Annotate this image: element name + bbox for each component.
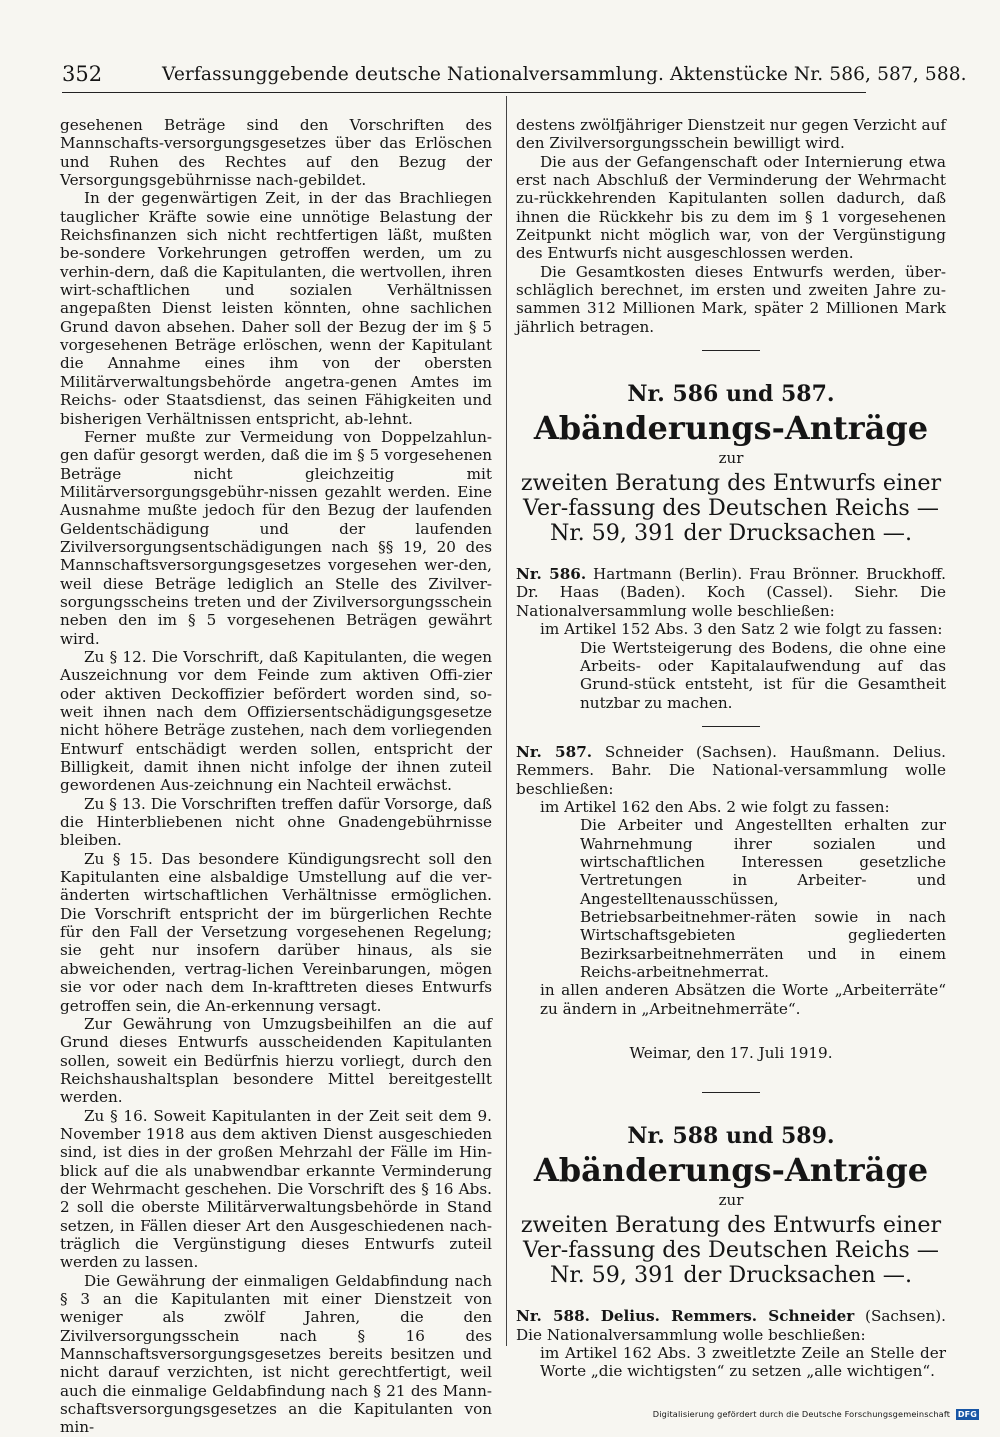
digitization-footer xyxy=(653,1409,979,1420)
motion-text: (Sachsen). Die Nationalversammlung wolle beschließen: xyxy=(516,1307,947,1344)
dfg-logo: DFG xyxy=(957,1410,977,1419)
section-preposition: zur xyxy=(718,1191,744,1210)
section-preposition: zur xyxy=(718,449,744,468)
footer-text: Digitalisierung gefördert durch die Deutsche Forschungsgemeinschaft xyxy=(652,1409,951,1419)
left-paragraph: Zu § 12. Die Vorschrift, daß Kapitulanten, die wegen Auszeichnung vor dem Feinde zum aktiven Offi-zier oder aktiven Deckoffizier befördert worden sind, so-weit ihnen nach dem Offiziersentschädigungsgesetze nicht höhere Beträge zustehen, nach dem vorliegenden Entwurf entschädigt werden sollen, entspricht der Billigkeit, damit ihnen nicht infolge der ihnen zuteil gewordenen Aus-zeichnung ein Nachteil erwächst. xyxy=(60,647,492,795)
motion-number: Nr. 588. xyxy=(516,1307,590,1326)
left-paragraph: Zu § 15. Das besondere Kündigungsrecht soll den Kapitulanten eine alsbaldige Umstellung auf die ver-änderten wirtschaftlichen Verhältnisse ermöglichen. Die Vorschrift entspricht der im bürgerlichen Rechte für den Fall der Versetzung vorgesehenen Regelung; sie geht nur insofern darüber hinaus, als sie abweichenden, vertrag-lichen Vereinbarungen, mögen sie vor oder nach dem In-krafttreten dieses Entwurfs getroffen sein, die An-erkennung versagt. xyxy=(60,849,492,1015)
section-title: Abänderungs-Anträge xyxy=(533,409,929,448)
left-paragraph: Zu § 16. Soweit Kapitulanten in der Zeit seit dem 9. November 1918 aus dem aktiven Dienst ausgeschieden sind, ist dies in der großen Mehrzahl der Fälle im Hin-blick auf die als unabwendbar erkannte Verminderung der Wehrmacht geschehen. Die Vorschrift des § 16 Abs. 2 soll die oberste Militärverwaltungsbehörde in Stand setzen, in Fällen dieser Art den Ausgeschiedenen nach-träglich die Vergünstigung dieses Entwurfs zuteil werden zu lassen. xyxy=(60,1106,492,1272)
left-paragraph: Zur Gewährung von Umzugsbeihilfen an die auf Grund dieses Entwurfs ausscheidenden Kapitulanten sollen, soweit ein Bedürfnis hierzu vorliegt, durch den Reichshaushaltsplan besondere Mittel bereitgestellt werden. xyxy=(60,1014,492,1107)
motion-heading xyxy=(516,565,946,620)
left-paragraph: gesehenen Beträge sind den Vorschriften des Mannschafts-versorgungsgesetzes über das Erlöschen und Ruhen des Rechtes auf den Bezug der Versorgungsgebührnisse nach-gebildet. xyxy=(60,116,492,190)
motion-heading xyxy=(516,743,946,798)
motion-quote: Die Arbeiter und Angestellten erhalten zur Wahrnehmung ihrer sozialen und wirtschaftlichen Interessen gesetzliche Vertretungen in Arbeiter- und Angestelltenausschüssen, Betriebsarbeitnehmer-räten sowie in nach Wirtschaftsgebieten gegliederten Bezirksarbeitnehmerräten und in einem Reichs-arbeitnehmerrat. xyxy=(580,816,946,981)
motion-instruction: im Artikel 152 Abs. 3 den Satz 2 wie folgt zu fassen: xyxy=(540,620,943,639)
motion-number: Nr. 587. xyxy=(516,742,593,761)
right-paragraph: Die aus der Gefangenschaft oder Internierung etwa erst nach Abschluß der Verminderung der Wehrmacht zu-rückkehrenden Kapitulanten sollen dadurch, daß ihnen die Rückkehr bis zu dem im § 1 vorgesehenen Zeitpunkt nicht möglich war, von der Vergünstigung des Entwurfs nicht ausgeschlossen werden. xyxy=(516,152,946,263)
page-number: 352 xyxy=(62,62,103,86)
right-paragraph: Die Gesamtkosten dieses Entwurfs werden, über-schläglich berechnet, im ersten und zweiten Jahre zu-sammen 312 Millionen Mark, später 2 Millionen Mark jährlich betragen. xyxy=(516,262,946,336)
motion-heading xyxy=(516,1307,946,1344)
motion-signatories: Delius. Remmers. Schneider xyxy=(600,1307,855,1326)
draft-title: zweiten Beratung des Entwurfs einer Ver-fassung des Deutschen Reichs — Nr. 59, 391 der Drucksachen —. xyxy=(520,1212,942,1289)
motion-instruction: im Artikel 162 Abs. 3 zweitletzte Zeile an Stelle der Worte „die wichtigsten“ zu setzen „alle wichtigen“. xyxy=(540,1344,946,1381)
section-number: Nr. 586 und 587. xyxy=(627,381,835,408)
draft-title: zweiten Beratung des Entwurfs einer Ver-fassung des Deutschen Reichs — Nr. 59, 391 der Drucksachen —. xyxy=(520,470,942,547)
section-divider xyxy=(702,350,760,351)
motion-instruction: im Artikel 162 den Abs. 2 wie folgt zu fassen: xyxy=(540,797,890,816)
left-paragraph: In der gegenwärtigen Zeit, in der das Brachliegen tauglicher Kräfte sowie eine unnötige Belastung der Reichsfinanzen sich nicht rechtfertigen läßt, mußten be-sondere Vorkehrungen getroffen werden, um zu verhin-dern, daß die Kapitulanten, die wertvollen, ihren wirt-schaftlichen und sozialen Verhältnissen angepaßten Dienst leisten könnten, ohne sachlichen Grund davon absehen. Daher soll der Bezug der im § 5 vorgesehenen Beträge erlöschen, wenn der Kapitulant die Annahme eines ihm von der obersten Militärverwaltungsbehörde angetra-genen Amtes im Reichs- oder Staatsdienst, das seinen Fähigkeiten und bisherigen Verhältnissen entspricht, ab-lehnt. xyxy=(60,189,492,428)
column-divider xyxy=(506,96,507,1346)
date-line: Weimar, den 17. Juli 1919. xyxy=(629,1044,833,1063)
section-number: Nr. 588 und 589. xyxy=(627,1123,835,1150)
left-paragraph: Die Gewährung der einmaligen Geldabfindung nach § 3 an die Kapitulanten mit einer Dienstzeit von weniger als zwölf Jahren, die den Zivilversorgungsschein nach § 16 des Mannschaftsversorgungsgesetzes bereits besitzen und nicht darauf verzichten, ist nicht gerechtfertigt, weil auch die einmalige Geldabfindung nach § 21 des Mann-schaftsversorgungsgesetzes an die Kapitulanten von min- xyxy=(60,1271,492,1437)
left-column xyxy=(60,116,492,1437)
left-paragraph: Ferner mußte zur Vermeidung von Doppelzahlun-gen dafür gesorgt werden, daß die im § 5 vorgesehenen Beträge nicht gleichzeitig mit Militärversorgungsgebühr-nissen gezahlt werden. Eine Ausnahme mußte jedoch für den Bezug der laufenden Geldentschädigung und der laufenden Zivilversorgungsentschädigungen nach §§ 19, 20 des Mannschaftsversorgungsgesetzes vorgesehen wer-den, weil diese Beträge lediglich an Stelle des Zivilver-sorgungsscheins treten und der Zivilversorgungsschein neben den im § 5 vorgesehenen Beträgen gewährt wird. xyxy=(60,427,492,648)
section-divider xyxy=(702,1092,760,1093)
right-paragraph: destens zwölfjähriger Dienstzeit nur gegen Verzicht auf den Zivilversorgungsschein bewilligt wird. xyxy=(516,116,946,153)
motion-586 xyxy=(516,565,946,712)
motion-text: Die Nationalversammlung wolle beschließen: xyxy=(516,583,947,620)
motion-additional-change: in allen anderen Absätzen die Worte „Arbeiterräte“ zu ändern in „Arbeitnehmerräte“. xyxy=(540,981,946,1018)
motion-signatories: Schneider (Sachsen). Haußmann. Delius. Remmers. Bahr. xyxy=(516,742,946,780)
left-paragraph: Zu § 13. Die Vorschriften treffen dafür Vorsorge, daß die Hinterbliebenen nicht ohne Gnadengebührnisse bleiben. xyxy=(60,794,492,850)
running-head: Verfassunggebende deutsche Nationalversammlung. Aktenstücke Nr. 586, 587, 588. xyxy=(162,64,967,85)
motion-quote: Die Wertsteigerung des Bodens, die ohne eine Arbeits- oder Kapitalaufwendung auf das Grund-stück entsteht, ist für die Gesamtheit nutzbar zu machen. xyxy=(580,638,946,712)
motion-signatories: Hartmann (Berlin). Frau Brönner. Bruckhoff. Dr. Haas (Baden). Koch (Cassel). Siehr. xyxy=(516,565,947,602)
motion-587 xyxy=(516,743,946,1018)
motion-number: Nr. 586. xyxy=(516,565,587,584)
section-divider xyxy=(702,726,760,727)
motion-text: Die National-versammlung wolle beschließen: xyxy=(516,761,947,798)
section-title: Abänderungs-Anträge xyxy=(533,1151,929,1190)
right-column xyxy=(516,116,946,1381)
page-header xyxy=(62,62,967,93)
motion-588 xyxy=(516,1307,946,1380)
